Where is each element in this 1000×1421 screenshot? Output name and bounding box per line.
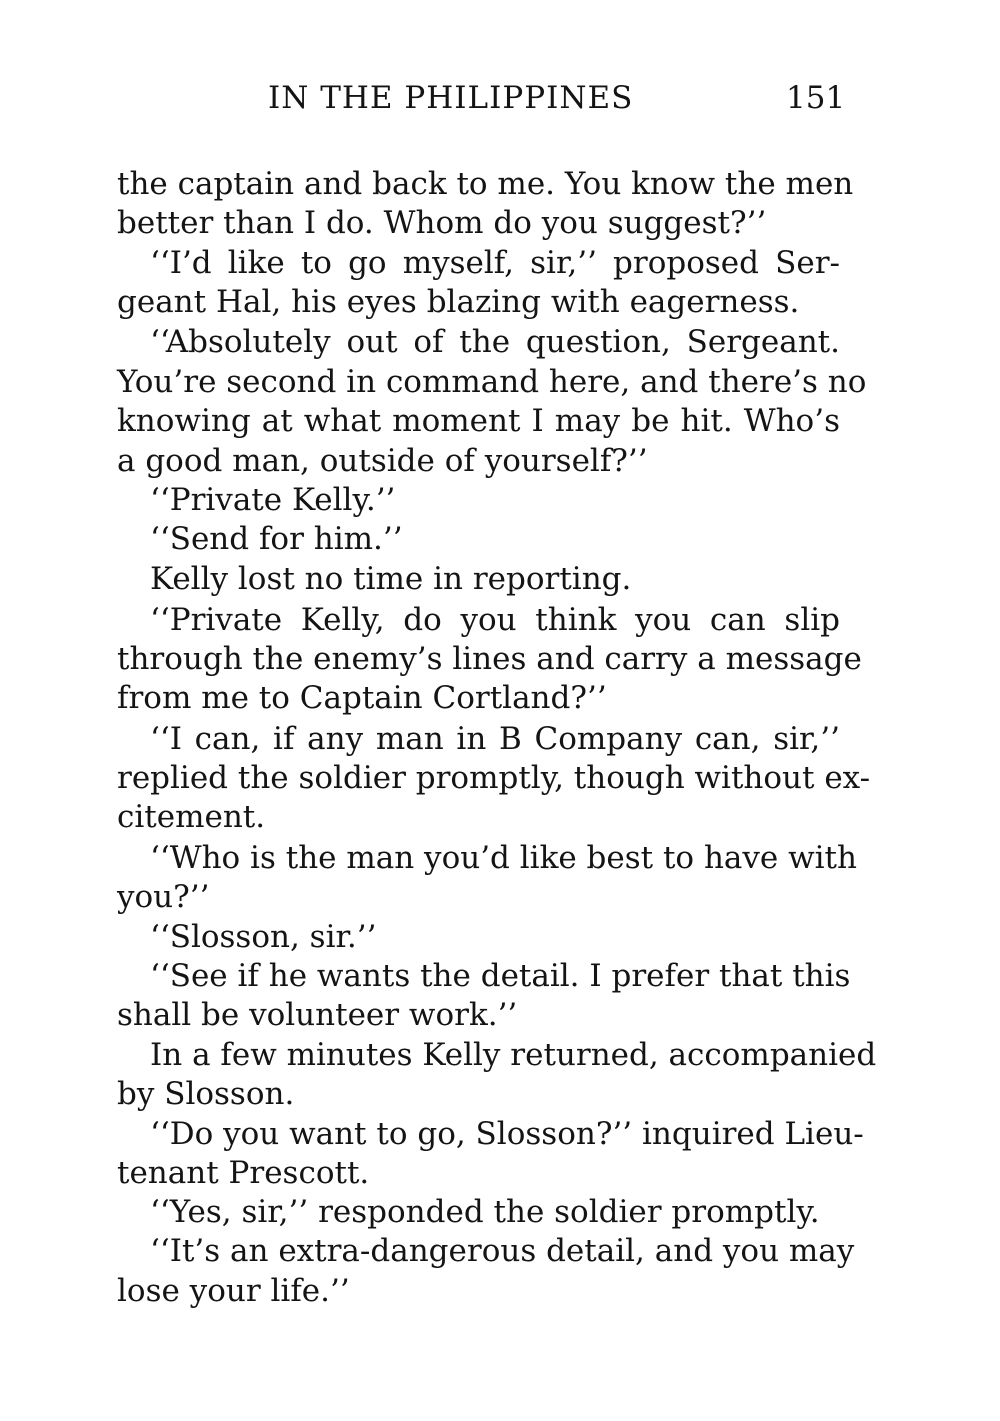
running-title: IN THE PHILIPPINES (268, 80, 634, 116)
text-line: geant Hal, his eyes blazing with eagerness. (117, 284, 800, 320)
text-line: tenant Prescott. (117, 1155, 370, 1191)
text-line: ‘‘Slosson, sir.’’ (150, 919, 377, 955)
text-line: ‘‘I can, if any man in B Company can, sir,’’ (150, 721, 840, 757)
text-line: lose your life.’’ (117, 1273, 350, 1309)
text-line: ‘‘It’s an extra-dangerous detail, and you may (150, 1233, 855, 1269)
text-line: ‘‘Absolutely out of the question, Sergeant. (150, 324, 840, 360)
text-line: citement. (117, 799, 266, 835)
text-line: a good man, outside of yourself?’’ (117, 443, 648, 479)
text-line: Kelly lost no time in reporting. (150, 561, 632, 597)
text-line: In a few minutes Kelly returned, accompanied (150, 1037, 877, 1073)
text-line: from me to Captain Cortland?’’ (117, 680, 607, 716)
text-line: ‘‘I’d like to go myself, sir,’’ proposed Ser- (150, 245, 840, 281)
text-line: ‘‘See if he wants the detail. I prefer that this (150, 958, 851, 994)
text-line: ‘‘Private Kelly.’’ (150, 482, 396, 518)
text-line: replied the soldier promptly, though without ex- (117, 760, 871, 796)
text-line: You’re second in command here, and there’s no (117, 364, 867, 400)
text-line: by Slosson. (117, 1076, 295, 1112)
text-line: ‘‘Do you want to go, Slosson?’’ inquired Lieu- (150, 1116, 864, 1152)
text-line: better than I do. Whom do you suggest?’’ (117, 205, 767, 241)
text-line: ‘‘Send for him.’’ (150, 521, 403, 557)
text-line: shall be volunteer work.’’ (117, 997, 518, 1033)
text-line: ‘‘Private Kelly, do you think you can slip (150, 602, 840, 638)
text-line: ‘‘Who is the man you’d like best to have with (150, 840, 857, 876)
text-line: ‘‘Yes, sir,’’ responded the soldier promptly. (150, 1194, 820, 1230)
text-line: knowing at what moment I may be hit. Who’s (117, 403, 840, 439)
text-line: the captain and back to me. You know the men (117, 166, 854, 202)
text-line: you?’’ (117, 879, 210, 915)
text-line: through the enemy’s lines and carry a message (117, 641, 862, 677)
page-number: 151 (786, 80, 846, 116)
